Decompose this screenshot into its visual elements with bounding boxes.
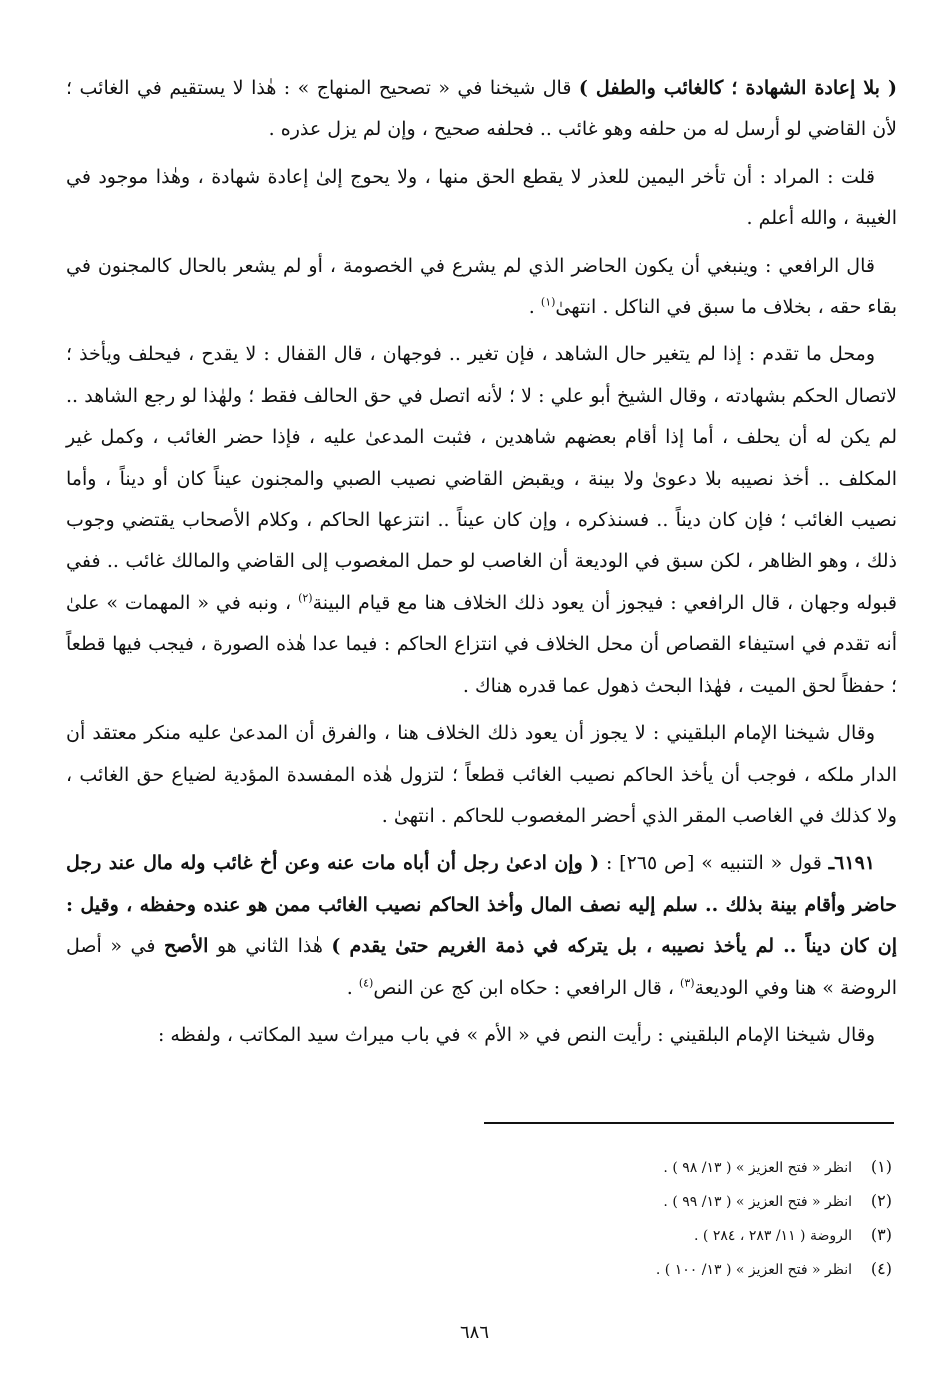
- paragraph-6: [66, 843, 897, 1009]
- paragraph-text-end: .: [528, 296, 541, 319]
- footnote-item: [332, 1252, 892, 1286]
- footnote-text: انظر « فتح العزيز » ( ١٣/ ٩٨ ) .: [663, 1160, 852, 1176]
- paragraph-text: قال الرافعي : وينبغي أن يكون الحاضر الذي لم يشرع في الخصومة ، أو لم يشعر بالحال كالمجنون في بقاء حقه ، بخلاف ما سبق في الناكل . انتهىٰ: [66, 254, 897, 319]
- emphasis-text: الأصح: [163, 935, 209, 958]
- footnote-text: انظر « فتح العزيز » ( ١٣/ ١٠٠ ) .: [655, 1262, 852, 1278]
- paragraph-text: قلت : المراد : أن تأخر اليمين للعذر لا يقطع الحق منها ، ولا يحوج إلىٰ إعادة شهادة ، وهٰذا موجود في الغيبة ، والله أعلم .: [66, 165, 897, 230]
- page-number: ٦٨٦: [459, 1322, 489, 1343]
- paragraph-text: وقال شيخنا الإمام البلقيني : لا يجوز أن يعود ذلك الخلاف هنا ، والفرق أن المدعىٰ عليه منكر معتقد أن الدار ملكه ، فوجب أن يأخذ الحاكم نصيب الغائب قطعاً ؛ لتزول هٰذه المفسدة المؤدية لضياع حق الغائب ، ولا كذلك في الغاصب المقر الذي أحضر المغصوب للحاكم . انتهىٰ .: [66, 722, 897, 827]
- footnote-ref-2[interactable]: (٢): [298, 591, 313, 605]
- paragraph-1: [66, 68, 897, 151]
- paragraph-text: ومحل ما تقدم : إذا لم يتغير حال الشاهد ، فإن تغير .. فوجهان ، قال القفال : لا يقدح ، فيحلف ويأخذ ؛ لاتصال الحكم بشهادته ، وقال الشيخ أبو علي : لا ؛ لأنه اتصل في حق الحالف فقط ؛ ولهٰذا لو رجع الشاهد .. لم يكن له أن يحلف ، أما إذا أقام بعضهم شاهدين ، فثبت المدعىٰ عليه ، فإذا حضر الغائب ، وكمل غير المكلف .. أخذ نصيبه بلا دعوىٰ ولا بينة ، ويقبض القاضي نصيب الصبي والمجنون عيناً كان أو ديناً ، وأما نصيب الغائب ؛ فإن كان ديناً .. فسنذكره ، وإن كان عيناً .. انتزعها الحاكم ، وكلام الأصحاب يقتضي وجوب ذلك ، وهو الظاهر ، لكن سبق في الوديعة أن الغاصب لو حمل المغصوب إلى القاضي والمالك غائب .. ففي قبوله وجهان ، قال الرافعي : فيجوز أن يعود ذلك الخلاف هنا مع قيام البينة: [66, 343, 897, 614]
- paragraph-2: [66, 157, 897, 240]
- footnote-ref-1[interactable]: (١): [540, 295, 556, 309]
- paragraph-text-end: .: [346, 976, 359, 999]
- paragraph-3: [66, 246, 897, 329]
- footnote-item: [332, 1184, 892, 1218]
- quoted-text: ( وإن ادعىٰ رجل أن أباه مات عنه وعن أخ غائب وله مال عند رجل حاضر وأقام بينة بذلك .. سلم إليه نصف المال وأخذ الحاكم نصيب الغائب ممن هو عنده وحفظه ، وقيل : إن كان ديناً .. لم يأخذ نصيبه ، بل يتركه في ذمة الغريم حتىٰ يقدم ): [66, 852, 897, 958]
- footnote-ref-3[interactable]: (٣): [680, 976, 695, 990]
- footnote-item: [332, 1150, 892, 1184]
- footnote-number: (٤): [870, 1259, 892, 1278]
- paragraph-text: في « أصل الروضة » هنا وفي الوديعة: [66, 935, 897, 999]
- page-body: [66, 68, 897, 1062]
- quoted-text: ( بلا إعادة الشهادة ؛ كالغائب والطفل ): [578, 77, 898, 99]
- footnote-ref-4[interactable]: (٤): [358, 976, 374, 990]
- paragraph-text: قال شيخنا في « تصحيح المنهاج » : هٰذا لا يستقيم في الغائب ؛ لأن القاضي لو أرسل له من حلفه وهو غائب .. فحلفه صحيح ، وإن لم يزل عذره .: [66, 77, 897, 141]
- entry-number: ٦١٩١ـ: [828, 852, 875, 875]
- paragraph-4: [66, 334, 897, 707]
- paragraph-text: هٰذا الثاني هو: [208, 935, 332, 958]
- footnote-number: (٣): [870, 1225, 892, 1244]
- footnotes: [332, 1150, 892, 1286]
- paragraph-text: ، قال الرافعي : حكاه ابن كج عن النص: [373, 976, 681, 999]
- paragraph-7: [66, 1015, 897, 1056]
- paragraph-text-cont: ، ونبه في « المهمات » علىٰ أنه تقدم في استيفاء القصاص أن محل الخلاف في انتزاع الحاكم : فيما عدا هٰذه الصورة ، فيجب فيها قطعاً ؛ حفظاً لحق الميت ، فهٰذا البحث ذهول عما قدره هناك .: [66, 591, 897, 697]
- citation: قول « التنبيه » [ص ٢٦٥] :: [599, 852, 829, 875]
- footnote-item: [332, 1218, 892, 1252]
- paragraph-text: وقال شيخنا الإمام البلقيني : رأيت النص في « الأم » في باب ميراث سيد المكاتب ، ولفظه :: [157, 1023, 875, 1046]
- footnote-text: انظر « فتح العزيز » ( ١٣/ ٩٩ ) .: [663, 1194, 852, 1210]
- paragraph-5: [66, 713, 897, 837]
- footnote-number: (٢): [870, 1191, 892, 1210]
- footnote-text: الروضة ( ١١/ ٢٨٣ ، ٢٨٤ ) .: [694, 1228, 852, 1244]
- footnote-number: (١): [870, 1157, 892, 1176]
- footnote-divider: [484, 1122, 894, 1124]
